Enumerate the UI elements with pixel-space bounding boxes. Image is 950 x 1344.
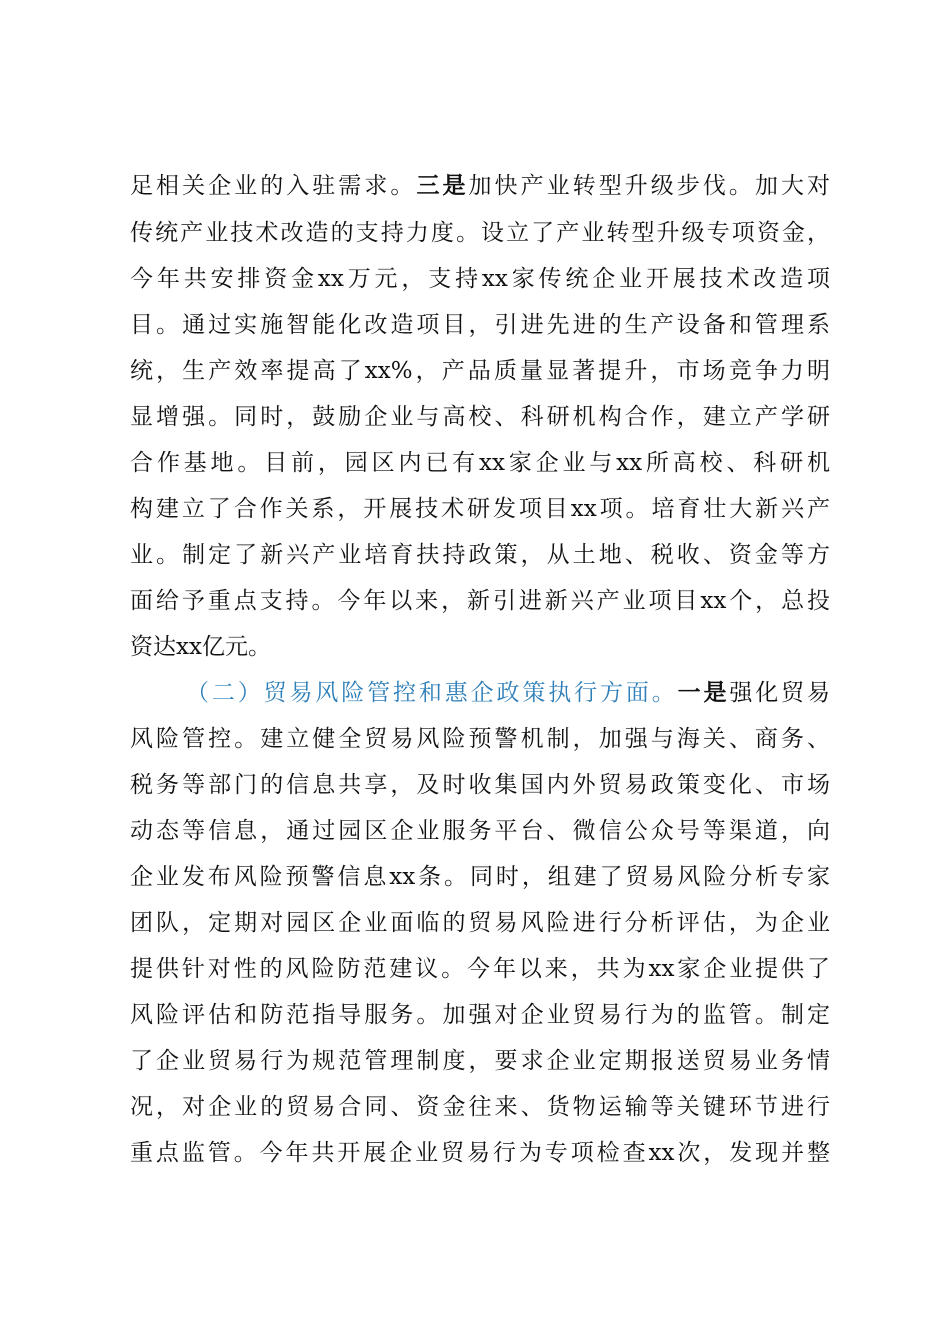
body-text-line (130, 1084, 830, 1130)
section-heading-text: （二）贸易风险管控和惠企政策执行方面。 (186, 680, 678, 706)
body-text-line (130, 348, 830, 394)
body-text-line (130, 946, 830, 992)
body-text-line (130, 1130, 830, 1176)
body-text: 加快产业转型升级步伐。加大对 (468, 173, 831, 199)
body-text-line (130, 716, 830, 762)
body-text: 显增强。同时，鼓励企业与高校、科研机构合作，建立产学研 (130, 404, 830, 430)
body-text-line (130, 256, 830, 302)
body-text: 足相关企业的入驻需求。 (130, 173, 417, 199)
body-text-line (130, 992, 830, 1038)
body-text: 业。制定了新兴产业培育扶持政策，从土地、税收、资金等方 (130, 542, 830, 568)
body-text: 资达xx亿元。 (130, 634, 271, 660)
body-text: 风险评估和防范指导服务。加强对企业贸易行为的监管。制定 (130, 1002, 830, 1028)
body-text-line (130, 578, 830, 624)
body-text: 传统产业技术改造的支持力度。设立了产业转型升级专项资金， (130, 220, 830, 246)
body-text-line (130, 624, 830, 670)
body-text: 况，对企业的贸易合同、资金往来、货物运输等关键环节进行 (130, 1094, 830, 1120)
body-text: 合作基地。目前，园区内已有xx家企业与xx所高校、科研机 (130, 450, 830, 476)
body-text-line (130, 808, 830, 854)
body-text: 构建立了合作关系，开展技术研发项目xx项。培育壮大新兴产 (130, 496, 830, 522)
body-text-line (130, 440, 830, 486)
body-text-line (130, 854, 830, 900)
body-text: 提供针对性的风险防范建议。今年以来，共为xx家企业提供了 (130, 956, 830, 982)
body-text: 今年共安排资金xx万元，支持xx家传统企业开展技术改造项 (130, 266, 830, 292)
section-heading-line (186, 670, 830, 716)
body-text-line (130, 302, 830, 348)
body-text-line (130, 394, 830, 440)
body-text: 风险管控。建立健全贸易风险预警机制，加强与海关、商务、 (130, 726, 830, 752)
body-text: 动态等信息，通过园区企业服务平台、微信公众号等渠道，向 (130, 818, 830, 844)
body-text-line (130, 486, 830, 532)
body-text: 面给予重点支持。今年以来，新引进新兴产业项目xx个，总投 (130, 588, 830, 614)
body-text-line (130, 762, 830, 808)
body-text: 了企业贸易行为规范管理制度，要求企业定期报送贸易业务情 (130, 1048, 830, 1074)
body-text-line (130, 210, 830, 256)
body-text: 税务等部门的信息共享，及时收集国内外贸易政策变化、市场 (130, 772, 830, 798)
body-text: 目。通过实施智能化改造项目，引进先进的生产设备和管理系 (130, 312, 830, 338)
emphasis-text: 一是 (677, 679, 730, 706)
body-text-line (130, 900, 830, 946)
body-text: 统，生产效率提高了xx%，产品质量显著提升，市场竞争力明 (130, 358, 830, 384)
body-text: 重点监管。今年共开展企业贸易行为专项检查xx次，发现并整 (130, 1140, 830, 1166)
body-text-line (130, 1038, 830, 1084)
body-text-line (130, 532, 830, 578)
body-text-line (130, 163, 830, 209)
emphasis-text: 三是 (416, 172, 469, 199)
body-text: 强化贸易 (729, 680, 830, 706)
body-text: 团队，定期对园区企业面临的贸易风险进行分析评估，为企业 (130, 910, 830, 936)
body-text: 企业发布风险预警信息xx条。同时，组建了贸易风险分析专家 (130, 864, 830, 890)
